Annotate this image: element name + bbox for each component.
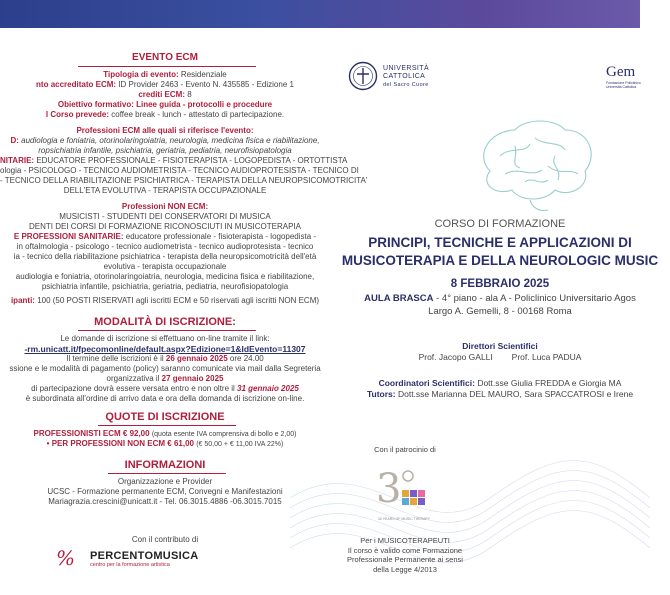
professioni-line-6: DELL'ETA EVOLUTIVA - TERAPISTA OCCUPAZIONALE (63, 186, 267, 195)
event-title-line-1: PRINCIPI, TECNICHE E APPLICAZIONI DI (368, 235, 632, 250)
ucsc-seal-icon (348, 61, 378, 91)
corso-di-formazione: CORSO DI FORMAZIONE (434, 218, 566, 230)
professioni-line-5: - TECNICO DELLA RIABILITAZIONE PSICHIATRICA - TERAPISTA DELLA NEUROPSICOMOTRICITA' (0, 176, 368, 185)
professioni-line-2: ropsichiatria infantile, psichiatria, geriatria, pediatria, neurofisiopatologia (38, 146, 292, 155)
modalita-line-7: è subordinata all'ordine di arrivo data e ora della domanda di iscrizione on-line. (25, 394, 305, 403)
iscrizione-link[interactable]: -rm.unicatt.it/fpecomonline/default.aspx?Edizione=1&IdEvento=11307 (24, 344, 306, 354)
modalita-line-1: Le domande di iscrizione si effettuano on-line tramite il link: (60, 334, 270, 343)
modalita-line-3: Il termine delle iscrizioni è il 26 gennaio 2025 ore 24.00 (66, 354, 264, 363)
informazioni-line-1: Organizzazione e Provider (117, 477, 213, 486)
percentomusica-logo-icon (56, 547, 90, 569)
quote-line-2: • PER PROFESSIONI NON ECM € 61,00 (€ 50,00 + € 11,00 IVA 22%) (46, 439, 284, 448)
professioni-line-4: ologia - PSICOLOGO - TECNICO AUDIOMETRISTA - TECNICO AUDIOPROTESISTA - TECNICO DI (0, 166, 359, 175)
event-date: 8 FEBBRAIO 2025 (450, 278, 550, 290)
top-gradient-bar (0, 0, 640, 28)
event-title-line-2: MUSICOTERAPIA E DELLA NEUROLOGIC MUSIC (341, 253, 659, 268)
heading-underline (78, 330, 256, 331)
right-panel (330, 28, 659, 595)
partecipanti-line: ipanti: 100 (50 POSTI RISERVATI agli iscritti ECM e 50 riservati agli iscritti NON ECM) (10, 296, 320, 305)
percentomusica-logo-text: PERCENTOMUSICA (90, 550, 199, 562)
svg-text:%: % (56, 546, 76, 570)
modalita-line-5: organizzativa il 27 gennaio 2025 (106, 374, 224, 383)
thirty-years-logo-sub: 30 YEARS OF MUSIC THERAPY (377, 517, 431, 521)
percentomusica-logo-sub: centro per la formazione artistica (90, 562, 170, 568)
ucsc-logo (348, 61, 458, 93)
musicoterapeuti-note: Per i MUSICOTERAPEUTI Il corso è valido come Formazione Professionale Permanente ai sensi della Legge 4/2013 (347, 536, 463, 574)
brain-illustration (470, 116, 600, 216)
obiettivo-line: Obiettivo formativo: Linee guida - protocolli e procedure (57, 100, 273, 109)
non-ecm-line-7: audiologia e foniatria, otorinolaringoiatria, neurologia, medicina fisica e riabilitazione, (15, 272, 315, 281)
music-therapy-30-logo (372, 458, 436, 520)
non-ecm-line-3: E PROFESSIONI SANITARIE: educatore professionale - fisioterapista - logopedista - (13, 232, 317, 241)
modalita-line-6: di partecipazione dovrà essere versata entro e non oltre il 31 gennaio 2025 (31, 384, 299, 393)
heading-underline (108, 473, 226, 474)
heading-underline (78, 66, 256, 67)
non-ecm-line-6: evolutiva - terapista occupazionale (103, 262, 227, 271)
informazioni-line-2: UCSC - Formazione permanente ECM, Convegni e Manifestazioni (47, 487, 283, 496)
event-location: AULA BRASCA - 4° piano - ala A - Policlinico Universitario Agos (364, 293, 636, 304)
accreditato-line: nto accreditato ECM: ID Provider 2463 - Evento N. 435585 - Edizione 1 (36, 80, 294, 89)
event-address: Largo A. Gemelli, 8 - 00168 Roma (428, 306, 572, 317)
svg-text:3: 3 (376, 466, 402, 512)
quote-line-1: PROFESSIONISTI ECM € 92,00 (quota esente IVA comprensiva di bollo e 2,00) (33, 429, 297, 438)
direttori-heading: Direttori Scientifici (462, 341, 538, 351)
modalita-heading: MODALITÀ DI ISCRIZIONE: (94, 316, 236, 328)
direttori-names: Prof. Jacopo GALLI Prof. Luca PADUA (418, 352, 582, 362)
professioni-line-1: D: audiologia e foniatria, otorinolaringoiatria, neurologia, medicina fisica e riabilitazione, (10, 136, 320, 145)
professioni-non-ecm-heading: Professioni NON ECM: (121, 202, 209, 211)
coordinatori-line: Coordinatori Scientifici: Dott.sse Giulia FREDDA e Giorgia MA (378, 378, 622, 388)
corso-prevede-line: l Corso prevede: coffee break - lunch - attestato di partecipazione. (45, 110, 285, 119)
non-ecm-line-5: ia - tecnico della riabilitazione psichiatrica - terapista della neuropsicomotricità dell'età (13, 252, 317, 261)
informazioni-heading: INFORMAZIONI (124, 459, 206, 471)
ucsc-logo-text: UNIVERSITÀ CATTOLICA del Sacro Cuore (383, 65, 430, 88)
modalita-line-4: ssione e le modalità di pagamento (policy) saranno comunicate via mail dalla Segreteria (9, 364, 321, 373)
contributo-label: Con il contributo di (131, 535, 199, 544)
quote-heading: QUOTE DI ISCRIZIONE (105, 411, 225, 423)
non-ecm-line-8: psichiatria infantile, psichiatria, geriatria, pediatria, neurofisiopatologia (41, 282, 289, 291)
crediti-line: crediti ECM: 8 (138, 90, 192, 99)
non-ecm-line-2: DENTI DEI CORSI DI FORMAZIONE RICONOSCIUTI IN MUSICOTERAPIA (28, 222, 301, 231)
percentomusica-logo (56, 547, 206, 571)
left-panel (0, 28, 368, 595)
non-ecm-line-1: MUSICISTI - STUDENTI DEI CONSERVATORI DI MUSICA (59, 212, 271, 221)
gemelli-logo-text: Gem (606, 64, 636, 80)
patrocinio-label: Con il patrocinio di (374, 445, 436, 454)
informazioni-email-line: Mariagrazia.crescini@unicatt.it - Tel. 06.3015.4886 -06.3015.7015 (48, 497, 282, 506)
professioni-line-3: NITARIE: EDUCATORE PROFESSIONALE - FISIOTERAPISTA - LOGOPEDISTA - ORTOTTISTA (0, 156, 348, 165)
heading-underline (98, 425, 236, 426)
gemelli-logo: Gem Fondazione Policlinico Università Cattolica (606, 64, 646, 94)
evento-ecm-heading: EVENTO ECM (132, 52, 198, 63)
thirty-years-logo-icon (372, 458, 436, 512)
professioni-ecm-heading: Professioni ECM alle quali si riferisce l'evento: (76, 126, 254, 135)
tipologia-line: Tipologia di evento: Residenziale (103, 70, 227, 79)
tutors-line: Tutors: Dott.sse Marianna DEL MAURO, Sara SPACCATROSI e Irene (366, 389, 634, 399)
non-ecm-line-4: in oftalmologia - psicologo - tecnico audiometrista - tecnico audioprotesista - tecnico (16, 242, 314, 251)
